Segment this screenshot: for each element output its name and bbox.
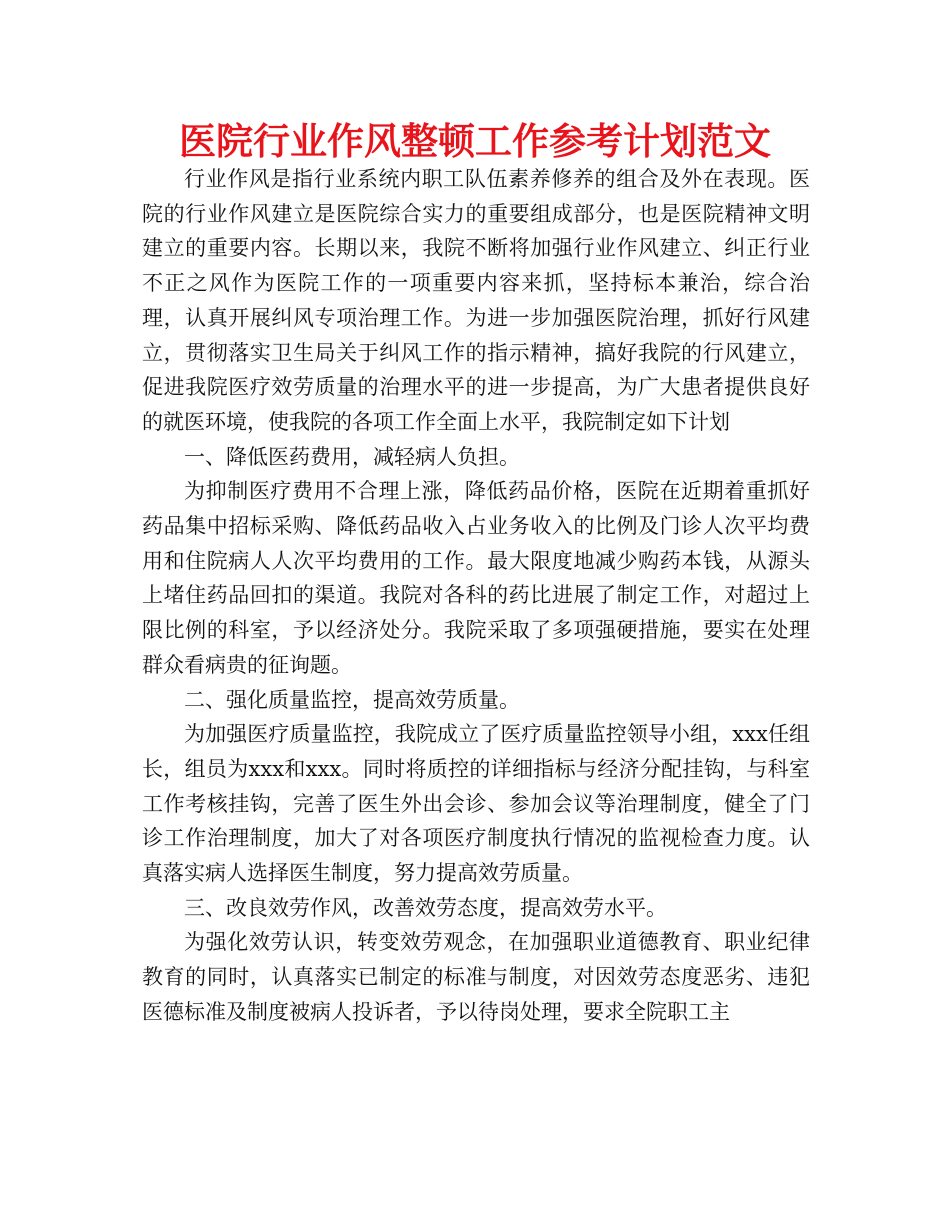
document-title: 医院行业作风整顿工作参考计划范文 xyxy=(179,120,771,163)
intro-paragraph: 行业作风是指行业系统内职工队伍素养修养的组合及外在表现。医院的行业作风建立是医院综合实力的重要组成部分，也是医院精神文明建立的重要内容。长期以来，我院不断将加强行业作风建立、纠正行业不正之风作为医院工作的一项重要内容来抓，坚持标本兼治，综合治理，认真开展纠风专项治理工作。为进一步加强医院治理，抓好行风建立，贯彻落实卫生局关于纠风工作的指示精神，搞好我院的行风建立，促进我院医疗效劳质量的治理水平的进一步提高，为广大患者提供良好的就医环境，使我院的各项工作全面上水平，我院制定如下计划 xyxy=(142,167,810,434)
section-heading-1: 一、降低医药费用，减轻病人负担。 xyxy=(184,444,520,469)
section-heading-3: 三、改良效劳作风，改善效劳态度，提高效劳水平。 xyxy=(184,895,667,920)
section-paragraph-1: 为抑制医疗费用不合理上涨，降低药品价格，医院在近期着重抓好药品集中招标采购、降低药品收入占业务收入的比例及门诊人次平均费用和住院病人人次平均费用的工作。最大限度地减少购药本钱，从源头上堵住药品回扣的渠道。我院对各科的药比进展了制定工作，对超过上限比例的科室，予以经济处分。我院采取了多项强硬措施，要实在处理群众看病贵的征询题。 xyxy=(142,479,810,677)
document-body xyxy=(142,162,810,1030)
section-heading-2: 二、强化质量监控，提高效劳质量。 xyxy=(184,687,520,712)
section-paragraph-2: 为加强医疗质量监控，我院成立了医疗质量监控领导小组，xxx任组长，组员为xxx和xxx。同时将质控的详细指标与经济分配挂钩，与科室工作考核挂钩，完善了医生外出会诊、参加会议等治理制度，健全了门诊工作治理制度，加大了对各项医疗制度执行情况的监视检查力度。认真落实病人选择医生制度，努力提高效劳质量。 xyxy=(142,722,810,886)
section-paragraph-3: 为强化效劳认识，转变效劳观念，在加强职业道德教育、职业纪律教育的同时，认真落实已制定的标准与制度，对因效劳态度恶劣、违犯医德标准及制度被病人投诉者，予以待岗处理，要求全院职工主 xyxy=(142,930,810,1024)
